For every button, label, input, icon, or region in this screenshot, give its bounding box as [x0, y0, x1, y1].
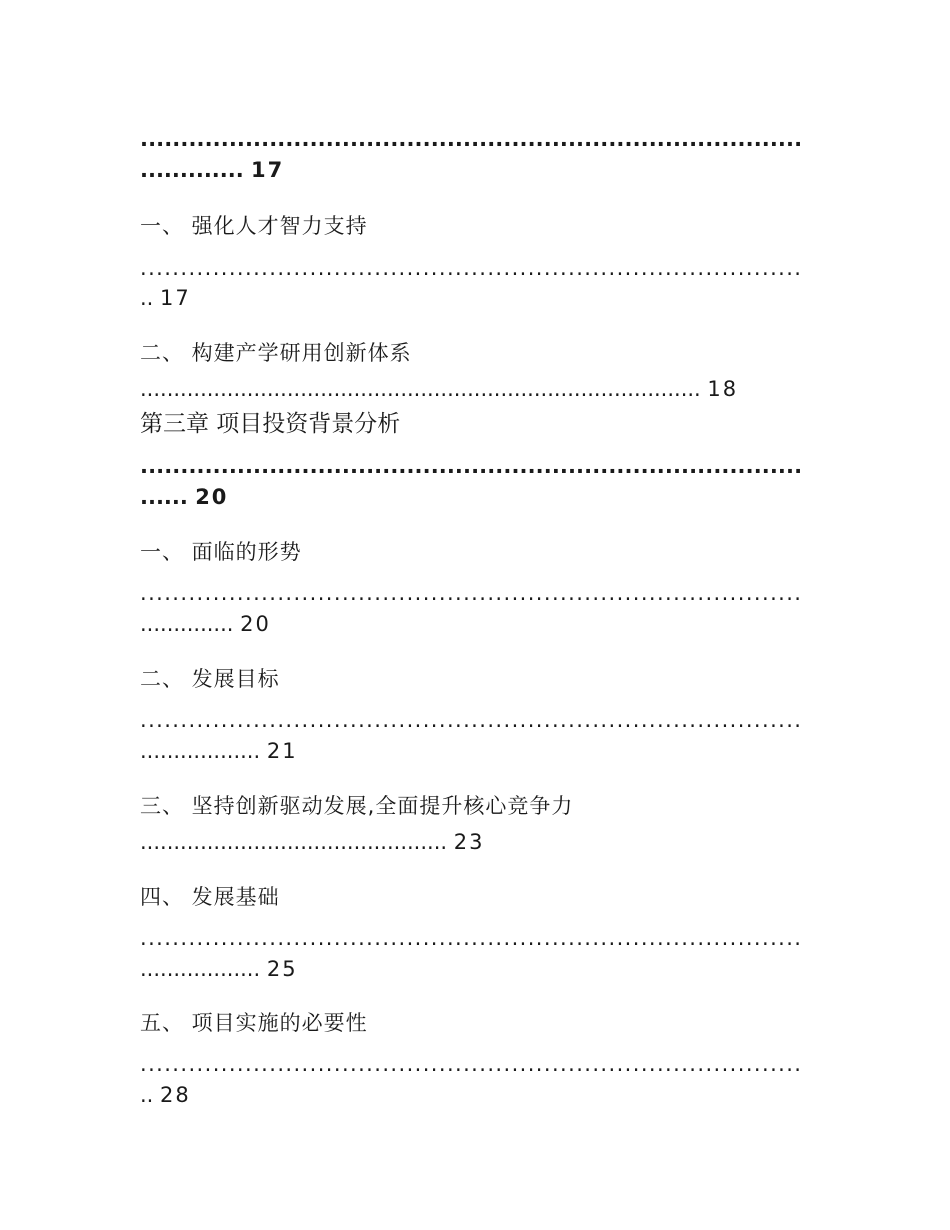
- toc-leader-dots: ....................................................................................: [140, 377, 701, 401]
- toc-leader-dots: ..................................................................................: [140, 256, 803, 280]
- toc-leader-dots: ..................: [140, 957, 261, 981]
- toc-entry-tail[interactable]: [140, 482, 228, 512]
- toc-leader-dots: ..............: [140, 612, 234, 636]
- toc-leader-dots: ......: [140, 485, 188, 509]
- toc-page-number: 18: [707, 377, 739, 401]
- toc-entry-title[interactable]: 一、 面临的形势: [140, 540, 302, 564]
- toc-page-number: 23: [453, 830, 485, 854]
- toc-leader-dots: ..................................................................................: [140, 127, 803, 151]
- toc-page-number: 25: [266, 957, 298, 981]
- toc-entry-tail[interactable]: [140, 827, 485, 857]
- toc-leader-dots: ..: [140, 1083, 154, 1107]
- toc-leader-dots: ..................................................................................: [140, 926, 803, 950]
- toc-leader-dots: ..................: [140, 739, 261, 763]
- toc-entry-tail[interactable]: [140, 374, 738, 404]
- toc-entry-title[interactable]: 三、 坚持创新驱动发展,全面提升核心竞争力: [140, 794, 574, 818]
- toc-entry-tail[interactable]: [140, 283, 191, 313]
- toc-entry-tail[interactable]: [140, 609, 271, 639]
- toc-entry-tail[interactable]: [140, 155, 284, 185]
- toc-entry-title[interactable]: 二、 发展目标: [140, 667, 280, 691]
- toc-entry-tail[interactable]: [140, 1080, 191, 1110]
- toc-page-number: 20: [195, 485, 229, 509]
- toc-leader-dots: .............: [140, 158, 244, 182]
- toc-leader-dots: ..................................................................................: [140, 581, 803, 605]
- toc-chapter-title[interactable]: 第三章 项目投资背景分析: [140, 411, 401, 437]
- toc-entry-title[interactable]: 一、 强化人才智力支持: [140, 214, 368, 238]
- toc-leader-dots: ..................................................................................: [140, 1052, 803, 1076]
- toc-leader-dots: ..: [140, 286, 154, 310]
- toc-entry-title[interactable]: 五、 项目实施的必要性: [140, 1011, 368, 1035]
- toc-page-number: 28: [160, 1083, 191, 1107]
- toc-entry-tail[interactable]: [140, 954, 298, 984]
- toc-leader-dots: ..............................................: [140, 830, 448, 854]
- toc-entry-title[interactable]: 四、 发展基础: [140, 885, 280, 909]
- toc-leader-dots: ..................................................................................: [140, 454, 803, 478]
- toc-entry-tail[interactable]: [140, 736, 298, 766]
- toc-page-number: 20: [240, 612, 271, 636]
- toc-page-number: 17: [160, 286, 191, 310]
- toc-leader-dots: ..................................................................................: [140, 708, 803, 732]
- toc-entry-title[interactable]: 二、 构建产学研用创新体系: [140, 341, 412, 365]
- toc-page-number: 17: [251, 158, 285, 182]
- toc-page-number: 21: [266, 739, 298, 763]
